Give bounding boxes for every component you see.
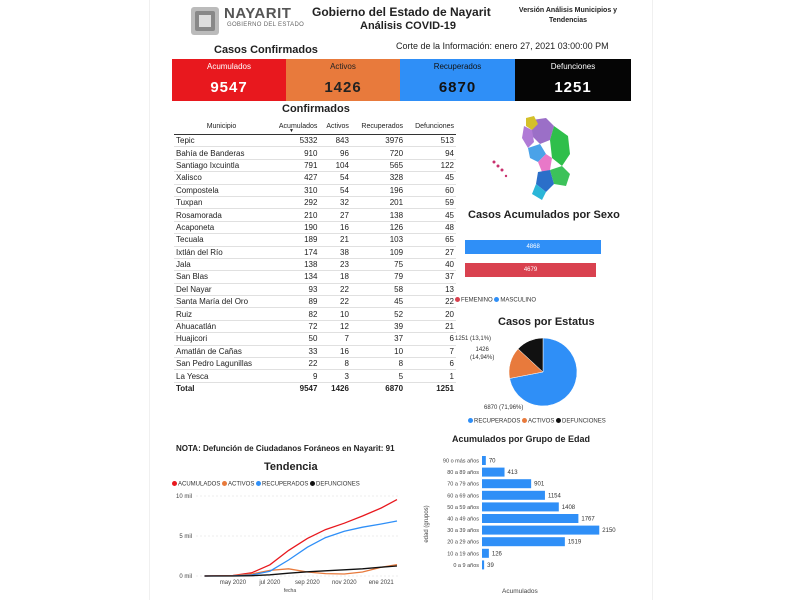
kpi-defunciones[interactable] — [515, 59, 631, 101]
cell-recuperados: 10 — [351, 345, 405, 357]
table-row[interactable] — [174, 135, 456, 147]
age-bar[interactable] — [482, 456, 486, 465]
y-tick-label: 0 mil — [179, 574, 192, 580]
cell-defunciones: 60 — [405, 184, 456, 196]
legend-masculino[interactable]: MASCULINO — [500, 297, 537, 304]
total-activos: 1426 — [319, 382, 351, 394]
table-row[interactable] — [174, 234, 456, 246]
legend-recuperados[interactable]: RECUPERADOS — [262, 481, 309, 488]
cell-defunciones: 21 — [405, 320, 456, 332]
cell-activos: 96 — [319, 147, 351, 159]
cell-recuperados: 45 — [351, 296, 405, 308]
cell-activos: 18 — [319, 271, 351, 283]
age-bar[interactable] — [482, 514, 578, 523]
age-group-label: 40 a 49 años — [447, 516, 479, 523]
legend-defunciones[interactable]: DEFUNCIONES — [562, 418, 606, 425]
cell-acumulados: 93 — [269, 283, 319, 295]
age-group-label: 10 a 19 años — [447, 551, 479, 558]
table-row[interactable] — [174, 196, 456, 208]
page-title: Gobierno del Estado de Nayarit — [312, 5, 491, 19]
cell-defunciones: 20 — [405, 308, 456, 320]
age-group-label: 60 a 69 años — [447, 493, 479, 500]
cell-activos: 16 — [319, 345, 351, 357]
column-header-label: Acumulados — [278, 122, 318, 130]
table-row[interactable] — [174, 296, 456, 308]
legend-dot-acumulados — [172, 481, 177, 486]
cell-activos: 104 — [319, 159, 351, 171]
cell-activos: 10 — [319, 308, 351, 320]
pie-label-activos-value: 1426 — [475, 347, 489, 353]
tendencia-chart-title: Tendencia — [264, 461, 318, 473]
age-bar[interactable] — [482, 479, 531, 488]
kpi-value: 9547 — [210, 79, 248, 96]
legend-dot-activos — [222, 481, 227, 486]
age-bar-value: 1154 — [547, 493, 561, 500]
column-header-activos[interactable]: Activos — [319, 118, 351, 135]
cell-defunciones: 7 — [405, 345, 456, 357]
cell-municipio: Compostela — [174, 184, 269, 196]
age-bar[interactable] — [482, 549, 489, 558]
table-row[interactable] — [174, 209, 456, 221]
cell-defunciones: 6 — [405, 358, 456, 370]
kpi-activos[interactable] — [286, 59, 400, 101]
table-row[interactable] — [174, 221, 456, 233]
legend-dot-masculino — [494, 297, 499, 302]
age-bar-value: 413 — [507, 470, 518, 477]
series-line-acumulados[interactable] — [205, 500, 398, 576]
age-bar[interactable] — [482, 502, 559, 511]
cell-recuperados: 75 — [351, 258, 405, 270]
x-tick-label: ene 2021 — [368, 580, 394, 586]
cell-acumulados: 134 — [269, 271, 319, 283]
cell-activos: 16 — [319, 221, 351, 233]
cell-activos: 7 — [319, 333, 351, 345]
cell-recuperados: 328 — [351, 172, 405, 184]
cell-municipio: La Yesca — [174, 370, 269, 382]
kpi-label: Recuperados — [433, 62, 482, 71]
cell-defunciones: 1 — [405, 370, 456, 382]
cell-municipio: Tecuala — [174, 234, 269, 246]
y-axis-label: edad (grupos) — [424, 505, 430, 543]
cell-recuperados: 126 — [351, 221, 405, 233]
column-header-recuperados[interactable]: Recuperados — [351, 118, 405, 135]
legend-dot-recuperados — [256, 481, 261, 486]
legend-dot-activos — [522, 418, 527, 423]
cell-recuperados: 39 — [351, 320, 405, 332]
cell-defunciones: 22 — [405, 296, 456, 308]
edad-bar-chart[interactable] — [420, 450, 632, 598]
cell-activos: 54 — [319, 184, 351, 196]
cell-activos: 843 — [319, 135, 351, 147]
age-bar-value: 901 — [534, 481, 545, 488]
table-row[interactable] — [174, 246, 456, 258]
casos-confirmados-title: Casos Confirmados — [214, 44, 318, 56]
table-row[interactable] — [174, 184, 456, 196]
cell-defunciones: 94 — [405, 147, 456, 159]
pie-label-activos — [470, 346, 494, 362]
estatus-legend — [468, 418, 606, 425]
age-bar-value: 1519 — [567, 539, 582, 546]
table-row[interactable] — [174, 172, 456, 184]
cell-acumulados: 138 — [269, 258, 319, 270]
age-bar-value: 1408 — [561, 504, 576, 511]
nayarit-seal-icon — [188, 4, 222, 38]
x-tick-label: nov 2020 — [331, 580, 357, 586]
kpi-value: 1251 — [554, 79, 592, 96]
nayarit-municipios-map[interactable] — [488, 114, 588, 206]
table-row[interactable] — [174, 333, 456, 345]
kpi-value: 6870 — [438, 79, 477, 96]
table-header-row — [174, 118, 456, 135]
sort-desc-icon: ▼ — [288, 128, 294, 134]
pie-label-defunciones: 1251 (13,1%) — [455, 336, 492, 342]
cell-defunciones: 59 — [405, 196, 456, 208]
sexo-chart-title: Casos Acumulados por Sexo — [468, 209, 620, 221]
cell-defunciones: 27 — [405, 246, 456, 258]
cell-acumulados: 427 — [269, 172, 319, 184]
x-axis-label: fecha — [283, 588, 297, 594]
map-island — [501, 169, 504, 172]
legend-activos[interactable]: ACTIVOS — [228, 481, 255, 488]
cell-activos: 27 — [319, 209, 351, 221]
age-group-label: 70 a 79 años — [447, 481, 479, 488]
age-group-label: 90 o más años — [442, 458, 479, 465]
cell-municipio: Acaponeta — [174, 221, 269, 233]
cell-acumulados: 292 — [269, 196, 319, 208]
cell-activos: 23 — [319, 258, 351, 270]
cell-defunciones: 513 — [405, 135, 456, 147]
data-cutoff-date: Corte de la Información: enero 27, 2021 03:00:00 PM — [396, 41, 609, 51]
cell-acumulados: 89 — [269, 296, 319, 308]
cell-acumulados: 33 — [269, 345, 319, 357]
column-header-acumulados[interactable] — [269, 118, 319, 135]
map-region-yesca[interactable] — [550, 126, 570, 166]
cell-acumulados: 910 — [269, 147, 319, 159]
column-header-municipio[interactable]: Municipio — [174, 118, 269, 135]
cell-defunciones: 13 — [405, 283, 456, 295]
cell-acumulados: 82 — [269, 308, 319, 320]
cell-recuperados: 37 — [351, 333, 405, 345]
age-bar-value: 70 — [488, 458, 496, 465]
cell-acumulados: 210 — [269, 209, 319, 221]
cell-defunciones: 40 — [405, 258, 456, 270]
series-line-activos[interactable] — [205, 565, 398, 576]
tendencia-legend — [172, 481, 360, 488]
bar-femenino[interactable]: 4679 — [465, 263, 596, 277]
cell-acumulados: 174 — [269, 246, 319, 258]
age-group-label: 0 a 9 años — [453, 562, 479, 569]
age-group-label: 30 a 39 años — [447, 528, 479, 535]
cell-municipio: Bahía de Banderas — [174, 147, 269, 159]
cell-municipio: Santa María del Oro — [174, 296, 269, 308]
legend-dot-femenino — [455, 297, 460, 302]
cell-municipio: San Pedro Lagunillas — [174, 358, 269, 370]
cell-defunciones: 48 — [405, 221, 456, 233]
cell-acumulados: 791 — [269, 159, 319, 171]
total-recuperados: 6870 — [351, 382, 405, 394]
cell-municipio: Tepic — [174, 135, 269, 147]
legend-dot-defunciones — [310, 481, 315, 486]
tendencia-line-chart[interactable] — [168, 490, 408, 598]
cell-recuperados: 565 — [351, 159, 405, 171]
cell-recuperados: 196 — [351, 184, 405, 196]
cell-activos: 8 — [319, 358, 351, 370]
table-row[interactable] — [174, 159, 456, 171]
table-row[interactable] — [174, 271, 456, 283]
x-tick-label: jul 2020 — [259, 580, 281, 586]
cell-recuperados: 3976 — [351, 135, 405, 147]
cell-acumulados: 310 — [269, 184, 319, 196]
confirmados-table-title: Confirmados — [282, 103, 350, 115]
cell-recuperados: 58 — [351, 283, 405, 295]
bar-masculino[interactable]: 4868 — [465, 240, 601, 254]
cell-municipio: Del Nayar — [174, 283, 269, 295]
cell-recuperados: 109 — [351, 246, 405, 258]
map-island — [493, 161, 496, 164]
cell-municipio: San Blas — [174, 271, 269, 283]
cell-defunciones: 45 — [405, 209, 456, 221]
age-bar[interactable] — [482, 468, 505, 477]
brand-name: NAYARIT — [224, 5, 292, 22]
cell-recuperados: 5 — [351, 370, 405, 382]
map-island — [505, 175, 507, 177]
cell-recuperados: 138 — [351, 209, 405, 221]
cell-activos: 3 — [319, 370, 351, 382]
cell-municipio: Santiago Ixcuintla — [174, 159, 269, 171]
pie-label-recuperados: 6870 (71,96%) — [484, 405, 524, 411]
cell-activos: 38 — [319, 246, 351, 258]
kpi-recuperados[interactable] — [400, 59, 515, 101]
x-tick-label: may 2020 — [219, 580, 247, 586]
cell-municipio: Huajicori — [174, 333, 269, 345]
kpi-label: Activos — [330, 62, 356, 71]
age-bar[interactable] — [482, 526, 599, 535]
legend-acumulados[interactable]: ACUMULADOS — [178, 481, 221, 488]
age-group-label: 20 a 29 años — [447, 539, 479, 546]
estatus-pie-chart[interactable] — [508, 337, 578, 407]
age-group-label: 80 a 89 años — [447, 470, 479, 477]
map-island — [497, 165, 500, 168]
brand-subtitle: GOBIERNO DEL ESTADO — [227, 22, 305, 28]
edad-chart-title: Acumulados por Grupo de Edad — [452, 434, 591, 444]
age-bar[interactable] — [482, 537, 565, 546]
cell-municipio: Tuxpan — [174, 196, 269, 208]
estatus-chart-title: Casos por Estatus — [498, 316, 595, 328]
cell-defunciones: 37 — [405, 271, 456, 283]
cell-recuperados: 79 — [351, 271, 405, 283]
cell-acumulados: 5332 — [269, 135, 319, 147]
cell-municipio: Ruiz — [174, 308, 269, 320]
cell-defunciones: 65 — [405, 234, 456, 246]
legend-dot-recuperados — [468, 418, 473, 423]
cell-municipio: Ixtlán del Río — [174, 246, 269, 258]
cell-municipio: Ahuacatlán — [174, 320, 269, 332]
age-bar[interactable] — [482, 491, 545, 500]
cell-defunciones: 45 — [405, 172, 456, 184]
total-label: Total — [174, 382, 269, 394]
legend-recuperados[interactable]: RECUPERADOS — [474, 418, 521, 425]
y-tick-label: 5 mil — [179, 534, 192, 540]
cell-defunciones: 6 — [405, 333, 456, 345]
nota-foraneos: NOTA: Defunción de Ciudadanos Foráneos en Nayarit: 91 — [176, 444, 395, 453]
age-bar-value: 39 — [487, 562, 494, 569]
age-bar-value: 1767 — [581, 516, 595, 523]
kpi-value: 1426 — [324, 79, 362, 96]
cell-acumulados: 190 — [269, 221, 319, 233]
cell-municipio: Rosamorada — [174, 209, 269, 221]
cell-municipio: Xalisco — [174, 172, 269, 184]
table-total-row — [174, 382, 456, 394]
age-bar-value: 126 — [491, 551, 502, 558]
cell-activos: 54 — [319, 172, 351, 184]
table-row[interactable] — [174, 258, 456, 270]
cell-acumulados: 50 — [269, 333, 319, 345]
legend-activos[interactable]: ACTIVOS — [528, 418, 555, 425]
cell-activos: 21 — [319, 234, 351, 246]
table-row[interactable] — [174, 147, 456, 159]
cell-acumulados: 22 — [269, 358, 319, 370]
cell-activos: 32 — [319, 196, 351, 208]
total-defunciones: 1251 — [405, 382, 456, 394]
cell-activos: 12 — [319, 320, 351, 332]
municipios-table — [174, 118, 456, 394]
x-tick-label: sep 2020 — [295, 580, 320, 586]
kpi-label: Defunciones — [550, 62, 596, 71]
cell-recuperados: 103 — [351, 234, 405, 246]
column-header-defunciones[interactable]: Defunciones — [405, 118, 456, 135]
table-row[interactable] — [174, 370, 456, 382]
cell-acumulados: 189 — [269, 234, 319, 246]
version-label: Versión Análisis Municipios y Tendencias — [518, 7, 618, 24]
page-subtitle: Análisis COVID-19 — [360, 20, 456, 32]
cell-activos: 22 — [319, 283, 351, 295]
age-bar[interactable] — [482, 560, 484, 569]
cell-activos: 22 — [319, 296, 351, 308]
sexo-legend — [455, 297, 536, 304]
cell-defunciones: 122 — [405, 159, 456, 171]
cell-municipio: Jala — [174, 258, 269, 270]
cell-recuperados: 52 — [351, 308, 405, 320]
cell-acumulados: 72 — [269, 320, 319, 332]
cell-municipio: Amatlán de Cañas — [174, 345, 269, 357]
x-axis-label: Acumulados — [502, 588, 538, 595]
table-row[interactable] — [174, 358, 456, 370]
legend-femenino[interactable]: FEMENINO — [461, 297, 493, 304]
age-group-label: 50 a 59 años — [447, 504, 479, 511]
total-acumulados: 9547 — [269, 382, 319, 394]
table-body — [174, 135, 456, 383]
legend-dot-defunciones — [556, 418, 561, 423]
pie-label-activos-pct: (14,94%) — [470, 355, 495, 361]
cell-recuperados: 201 — [351, 196, 405, 208]
cell-acumulados: 9 — [269, 370, 319, 382]
kpi-acumulados[interactable] — [172, 59, 286, 101]
kpi-label: Acumulados — [206, 62, 252, 71]
table-row[interactable] — [174, 283, 456, 295]
table-row[interactable] — [174, 308, 456, 320]
table-row[interactable] — [174, 320, 456, 332]
y-tick-label: 10 mil — [175, 494, 192, 500]
legend-defunciones[interactable]: DEFUNCIONES — [316, 481, 360, 488]
age-bar-value: 2150 — [602, 528, 616, 535]
cell-recuperados: 8 — [351, 358, 405, 370]
cell-recuperados: 720 — [351, 147, 405, 159]
table-row[interactable] — [174, 345, 456, 357]
